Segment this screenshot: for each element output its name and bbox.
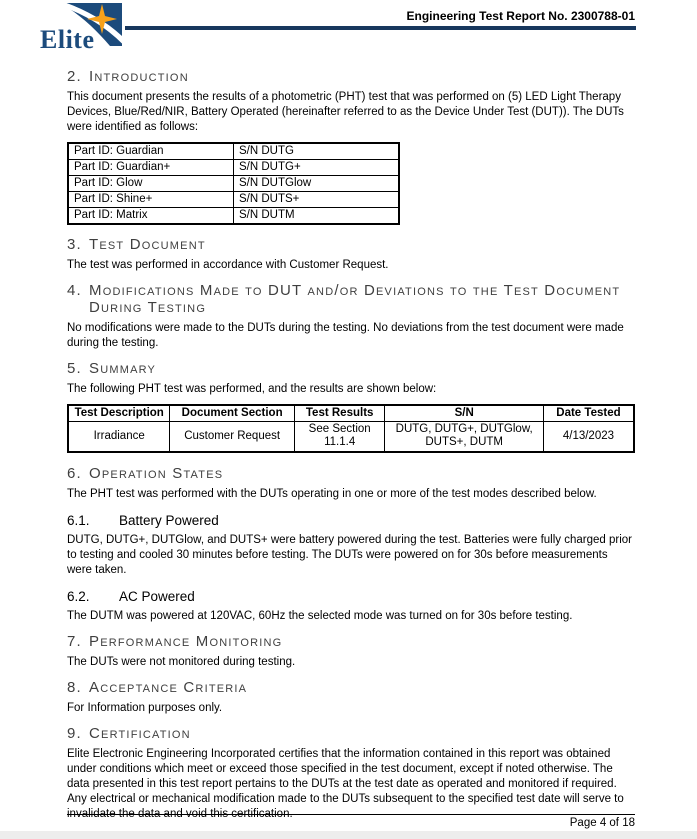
- serial-cell: S/N DUTG: [234, 143, 400, 160]
- section-heading-acceptance-criteria: [67, 679, 635, 696]
- performance-monitoring-paragraph: The DUTs were not monitored during testing.: [67, 655, 296, 668]
- section-heading-summary: [67, 360, 635, 377]
- operation-states-paragraph: The PHT test was performed with the DUTs operating in one or more of the test modes described below.: [67, 487, 597, 500]
- section-number: 6.: [67, 464, 82, 482]
- table-row: [68, 143, 399, 160]
- acceptance-criteria-paragraph: For Information purposes only.: [67, 701, 223, 714]
- column-header: S/N: [385, 405, 543, 422]
- report-number: Engineering Test Report No. 2300788-01: [406, 9, 635, 23]
- document-section-cell: Customer Request: [170, 422, 295, 452]
- serial-cell: S/N DUTS+: [234, 192, 400, 208]
- section-title: Modifications Made to DUT and/or Deviations to the Test Document During Testing: [89, 282, 621, 316]
- header-rule: [125, 26, 636, 30]
- subsection-number: 6.1.: [67, 512, 90, 528]
- section-heading-certification: [67, 725, 635, 742]
- elite-logo: [40, 2, 124, 54]
- part-id-cell: Part ID: Glow: [68, 176, 234, 192]
- certification-paragraph: Elite Electronic Engineering Incorporated certifies that the information contained in this report was obtained under conditions which meet or exceed those specified in the test document, except if noted otherwise. The data presented in this test report pertains to the DUTs at the test date as operated and monitored if required. Any electrical or mechanical modification made to the DUTs subsequent to the specified test date will serve to invalidate the data and void this certification.: [67, 747, 624, 820]
- table-row: [68, 422, 634, 452]
- section-number: 2.: [67, 68, 82, 85]
- subsection-heading-battery-powered: [67, 513, 635, 529]
- section-number: 7.: [67, 632, 82, 650]
- table-row: [68, 160, 399, 176]
- subsection-title: AC Powered: [119, 588, 195, 604]
- serial-cell: S/N DUTG+: [234, 160, 400, 176]
- table-header-row: [68, 405, 634, 422]
- column-header: Document Section: [170, 405, 295, 422]
- section-number: 8.: [67, 678, 82, 696]
- section-number: 4.: [67, 282, 82, 299]
- section-title: Summary: [89, 360, 157, 377]
- modifications-paragraph: No modifications were made to the DUTs during the testing. No deviations from the test document were made during the testing.: [67, 322, 624, 349]
- section-title: Introduction: [89, 68, 189, 85]
- subsection-title: Battery Powered: [119, 512, 219, 528]
- part-id-cell: Part ID: Shine+: [68, 192, 234, 208]
- dut-identification-table: [67, 142, 400, 225]
- serial-numbers-cell: DUTG, DUTG+, DUTGlow, DUTS+, DUTM: [385, 422, 543, 452]
- summary-results-table: [67, 404, 635, 453]
- table-row: [68, 208, 399, 225]
- section-title: Acceptance Criteria: [89, 678, 248, 696]
- test-description-cell: Irradiance: [68, 422, 170, 452]
- serial-cell: S/N DUTM: [234, 208, 400, 225]
- column-header: Test Results: [294, 405, 385, 422]
- subsection-heading-ac-powered: [67, 589, 635, 605]
- page-bottom-edge: [0, 831, 697, 839]
- page-header: [0, 0, 697, 55]
- section-title: Operation States: [89, 464, 224, 482]
- section-heading-operation-states: [67, 465, 635, 482]
- section-heading-modifications: [67, 282, 635, 316]
- introduction-paragraph: This document presents the results of a photometric (PHT) test that was performed on (5) LED Light Therapy Devices, Blue/Red/NIR, Battery Operated (hereinafter referred to as the Device Under Test (DUT)). The DUTs were identified as follows:: [67, 91, 624, 133]
- table-row: [68, 176, 399, 192]
- table-row: [68, 192, 399, 208]
- section-title: Test Document: [89, 236, 206, 253]
- logo-wordmark: Elite: [40, 25, 95, 54]
- section-heading-performance-monitoring: [67, 633, 635, 650]
- section-title: Certification: [89, 724, 191, 742]
- page-footer: [67, 814, 635, 829]
- section-title: Performance Monitoring: [89, 632, 283, 650]
- document-body: [0, 55, 697, 822]
- section-number: 5.: [67, 360, 82, 377]
- test-results-cell: See Section 11.1.4: [294, 422, 385, 452]
- column-header: Date Tested: [543, 405, 634, 422]
- test-document-paragraph: The test was performed in accordance with Customer Request.: [67, 259, 389, 271]
- page-number-label: Page 4 of 18: [569, 817, 635, 829]
- summary-paragraph: The following PHT test was performed, and the results are shown below:: [67, 383, 437, 395]
- subsection-number: 6.2.: [67, 588, 90, 604]
- section-number: 9.: [67, 724, 82, 742]
- battery-powered-paragraph: DUTG, DUTG+, DUTGlow, and DUTS+ were battery powered during the test. Batteries were fully charged prior to testing and cooled 30 minutes before testing. The DUTs were powered on for 30s before measurements were taken.: [67, 533, 632, 576]
- section-heading-test-document: [67, 236, 635, 253]
- part-id-cell: Part ID: Guardian+: [68, 160, 234, 176]
- serial-cell: S/N DUTGlow: [234, 176, 400, 192]
- part-id-cell: Part ID: Matrix: [68, 208, 234, 225]
- section-number: 3.: [67, 236, 82, 253]
- part-id-cell: Part ID: Guardian: [68, 143, 234, 160]
- section-heading-introduction: [67, 68, 635, 85]
- column-header: Test Description: [68, 405, 170, 422]
- date-tested-cell: 4/13/2023: [543, 422, 634, 452]
- ac-powered-paragraph: The DUTM was powered at 120VAC, 60Hz the selected mode was turned on for 30s before testing.: [67, 609, 573, 622]
